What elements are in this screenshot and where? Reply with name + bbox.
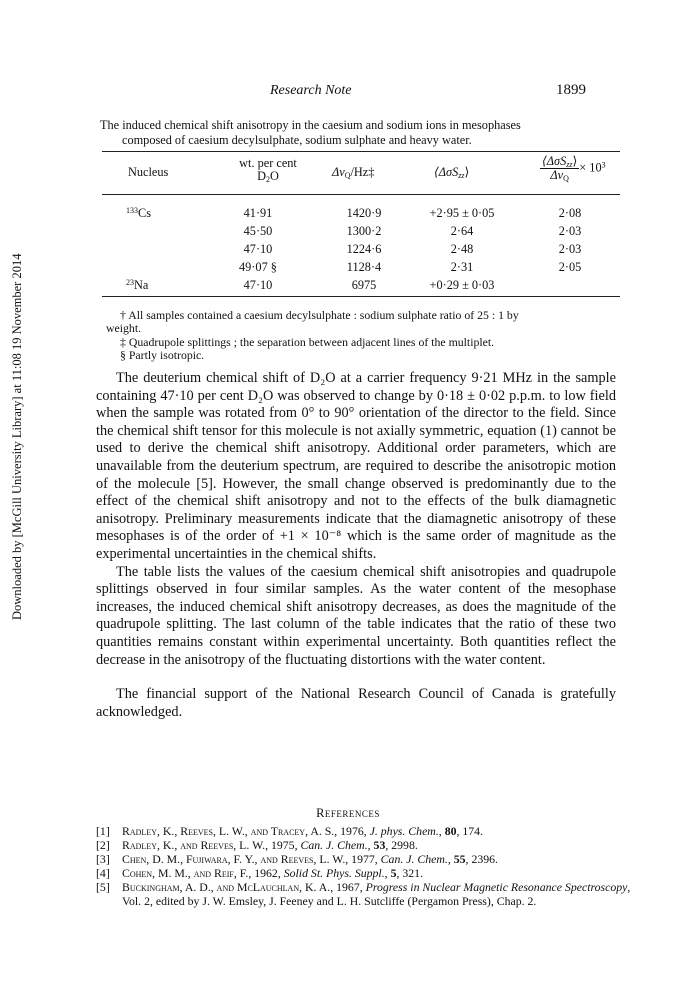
col-header-ds-sym: ⟨ΔσS	[434, 165, 459, 179]
table-cell-dnu: 1300·2	[346, 224, 382, 238]
table-cell-ratio: 2·03	[558, 224, 582, 238]
paragraph-1: The deuterium chemical shift of D₂O at a carrier frequency 9·21 MHz in the sample containing 47·10 per cent D₂O was observed to change by 0·18 ± 0·02 p.p.m. to low field when the sample was rotated from 0° to 90° orientation of the director to the field. Since the chemical shift tensor for this molecule is not axially symmetric, equation (1) cannot be used to derive the chemical shift anisotropy. Additional order parameters, which are unavailable from the deuterium spectrum, are required to describe the anisotropic motion of the molecule [5]. However, the small change observed is predominantly due to the effect of the chemical shift anisotropy and not to the effects of the bulk diamagnetic anisotropy. Preliminary measurements indicate that the diamagnetic anisotropy of these mesophases is of the order of +1 × 10⁻⁸ which is the same order of magnitude as the experimental uncertainties in the chemical shifts.	[96, 370, 616, 562]
running-title: Research Note	[270, 83, 352, 98]
table-cell-ds: +0·29 ± 0·03	[429, 278, 495, 292]
reference-year: , 1962,	[248, 866, 284, 880]
table-cell-ds: 2·64	[450, 224, 474, 238]
reference-journal: J. phys. Chem.	[369, 824, 439, 838]
reference-authors: Radley, K., and Reeves, L. W.	[122, 838, 266, 852]
reference-authors: Radley, K., Reeves, L. W., and Tracey, A. S.	[122, 824, 335, 838]
col-header-nucleus: Nucleus	[128, 165, 169, 179]
col-header-wt-o: O	[270, 169, 279, 183]
table-cell-dnu: 1128·4	[346, 260, 382, 274]
ratio-numerator: ⟨ΔσS$_{zz}$⟩	[542, 154, 578, 169]
footnote-section: § Partly isotropic.	[120, 348, 205, 362]
reference-journal: Can. J. Chem.	[380, 852, 448, 866]
footnote-dagger: † All samples contained a caesium decylsulphate : sodium sulphate ratio of 25 : 1 by	[120, 308, 519, 322]
reference-authors: Buckingham, A. D., and McLauchlan, K. A.	[122, 880, 331, 894]
body-text	[96, 370, 616, 721]
reference-pages: , 174.	[456, 824, 484, 838]
col-header-dnu-end: /Hz‡	[350, 165, 375, 179]
reference-pages: , 2396.	[465, 852, 498, 866]
table-cell-wt: 49·07 §	[239, 260, 277, 274]
table-cell-wt: 41·91	[243, 206, 273, 220]
reference-item	[96, 880, 636, 908]
references-list	[96, 824, 636, 908]
reference-item: [3] Chen, D. M., Fujiwara, F. Y., and Reeves, L. W., 1977, Can. J. Chem., 55, 2396.	[96, 852, 498, 866]
table-cell-wt: 47·10	[243, 278, 273, 292]
ratio-multiplier: × 10	[579, 160, 602, 175]
page-number: 1899	[556, 82, 586, 98]
paragraph-3: The financial support of the National Research Council of Canada is gratefully acknowledged.	[96, 686, 616, 720]
reference-authors: Cohen, M. M., and Reif, F.	[122, 866, 249, 880]
table-cell-ratio: 2·03	[558, 242, 582, 256]
table-bottom-rule	[102, 296, 620, 297]
footnote-dagger-cont: weight.	[106, 321, 142, 335]
download-notice: Downloaded by [McGill University Library] at 11:08 19 November 2014	[10, 253, 24, 620]
table-cell-nucleus	[126, 278, 148, 293]
reference-number: [3]	[96, 852, 110, 866]
ratio-denominator: $\Delta\nu_Q$	[550, 168, 569, 183]
reference-pages: , Vol. 2, edited by J. W. Emsley, J. Feeney and L. H. Sutcliffe (Pergamon Press), Chap. 2.	[122, 880, 631, 908]
ratio-fraction	[540, 155, 579, 182]
reference-year: , 1977,	[345, 852, 381, 866]
col-header-ratio	[540, 155, 606, 182]
reference-journal: Solid St. Phys. Suppl.	[283, 866, 385, 880]
table-top-rule	[102, 151, 620, 152]
table-cell-wt: 45·50	[243, 224, 273, 238]
table-cell-dnu: 6975	[351, 278, 377, 292]
reference-volume: 80	[444, 824, 457, 838]
ratio-exponent: 3	[601, 160, 606, 170]
table-cell-ratio: 2·05	[558, 260, 582, 274]
nucleus-mass: 133	[126, 206, 138, 215]
footnote-ddagger: ‡ Quadrupole splittings ; the separation between adjacent lines of the multiplet.	[120, 335, 495, 349]
references-title: References	[316, 806, 380, 820]
table-cell-dnu: 1224·6	[346, 242, 382, 256]
reference-number: [5]	[96, 880, 110, 894]
reference-volume: 53	[373, 838, 386, 852]
col-header-wt	[228, 157, 308, 183]
table-cell-ds: 2·31	[450, 260, 474, 274]
col-header-ds-sub: zz	[458, 171, 465, 180]
reference-journal: Can. J. Chem.	[300, 838, 368, 852]
col-header-dnu-sym: Δν	[332, 165, 345, 179]
paragraph-2: The table lists the values of the caesium chemical shift anisotropies and quadrupole splittings observed in four similar samples. As the water content of the mesophase increases, the induced chemical shift anisotropy decreases, as does the magnitude of the quadrupole splitting. The last column of the table indicates that the ratio of these two quantities remains constant within experimental uncertainty. Both quantities reflect the decrease in the anisotropy of the fluctuating distortions with the water content.	[96, 563, 616, 668]
reference-number: [1]	[96, 824, 110, 838]
reference-volume: 55	[453, 852, 466, 866]
reference-number: [4]	[96, 866, 110, 880]
table-cell-ds: +2·95 ± 0·05	[429, 206, 495, 220]
table-caption-line1: The induced chemical shift anisotropy in the caesium and sodium ions in mesophases	[100, 118, 521, 132]
col-header-dnu	[332, 166, 374, 179]
reference-year: , 1976,	[334, 824, 370, 838]
table-caption	[100, 118, 620, 148]
col-header-wt-d: D	[257, 169, 266, 183]
col-header-ds	[434, 166, 469, 179]
table-cell-ratio: 2·08	[558, 206, 582, 220]
reference-item: [4] Cohen, M. M., and Reif, F., 1962, Solid St. Phys. Suppl., 5, 321.	[96, 866, 424, 880]
col-header-wt-sub: 2	[266, 175, 270, 184]
table-cell-wt: 47·10	[243, 242, 273, 256]
table-cell-ds: 2·48	[450, 242, 474, 256]
reference-pages: , 321.	[396, 866, 424, 880]
reference-year: , 1975,	[265, 838, 301, 852]
col-header-ds-end: ⟩	[464, 165, 470, 179]
nucleus-symbol: Na	[134, 278, 149, 292]
reference-volume: 5	[390, 866, 397, 880]
reference-item: [2] Radley, K., and Reeves, L. W., 1975, Can. J. Chem., 53, 2998.	[96, 838, 418, 852]
reference-item: [1] Radley, K., Reeves, L. W., and Tracey, A. S., 1976, J. phys. Chem., 80, 174.	[96, 824, 484, 838]
nucleus-symbol: Cs	[138, 206, 151, 220]
table-caption-line2: composed of caesium decylsulphate, sodium sulphate and heavy water.	[122, 133, 472, 147]
reference-authors: Chen, D. M., Fujiwara, F. Y., and Reeves, L. W.	[122, 852, 346, 866]
reference-journal: Progress in Nuclear Magnetic Resonance Spectroscopy	[365, 880, 628, 894]
reference-year: , 1967,	[330, 880, 366, 894]
reference-pages: , 2998.	[385, 838, 418, 852]
table-cell-nucleus	[126, 206, 151, 221]
col-header-wt-line1: wt. per cent	[239, 156, 297, 170]
table-cell-dnu: 1420·9	[346, 206, 382, 220]
nucleus-mass: 23	[126, 278, 134, 287]
table-header-rule	[102, 194, 620, 195]
reference-number: [2]	[96, 838, 110, 852]
col-header-dnu-sub: Q	[344, 171, 351, 180]
